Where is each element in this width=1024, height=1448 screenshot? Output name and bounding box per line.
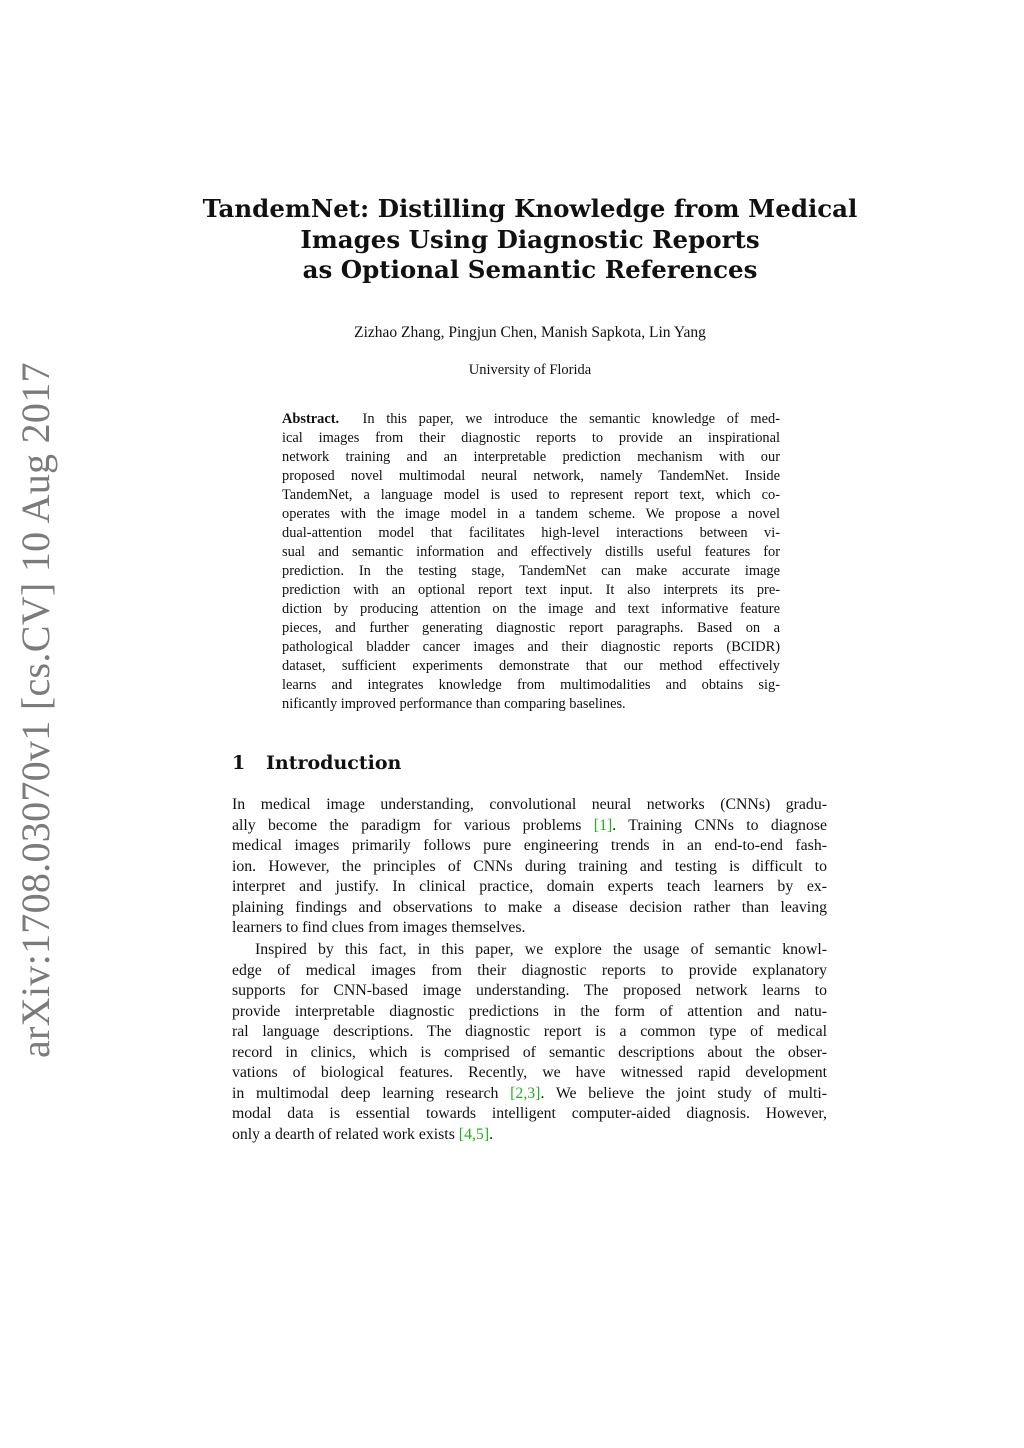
abstract [282, 410, 780, 714]
abstract-line: network training and an interpretable prediction mechanism with our [282, 449, 780, 465]
abstract-line: prediction with an optional report text input. It also interprets its pre- [282, 582, 780, 598]
title-line: TandemNet: Distilling Knowledge from Medical [202, 194, 858, 223]
body-line: medical images primarily follows pure engineering trends in an end-to-end fash- [232, 837, 827, 854]
citation-link-1[interactable]: 1 [599, 816, 607, 834]
body-line: record in clinics, which is comprised of semantic descriptions about the obser- [232, 1043, 827, 1061]
body-line: edge of medical images from their diagnostic reports to provide explanatory [232, 961, 827, 979]
paper-title [200, 194, 860, 286]
abstract-line: dataset, sufficient experiments demonstrate that our method effectively [282, 658, 780, 674]
abstract-line: Abstract. In this paper, we introduce the semantic knowledge of med- [282, 411, 780, 427]
abstract-line: dual-attention model that facilitates high-level interactions between vi- [282, 525, 780, 541]
citation-link-4-5[interactable]: 4,5 [464, 1125, 484, 1143]
title-line: as Optional Semantic References [302, 255, 758, 284]
body-line: learners to find clues from images themselves. [232, 919, 526, 936]
abstract-label: Abstract. [282, 411, 340, 427]
body-line: only a dearth of related work exists [4,5]. [232, 1125, 494, 1143]
body-line: in multimodal deep learning research [2,3]. We believe the joint study of multi- [232, 1084, 828, 1102]
body-line: modal data is essential towards intelligent computer-aided diagnosis. However, [232, 1105, 827, 1122]
body-line: ral language descriptions. The diagnostic report is a common type of medical [232, 1023, 827, 1040]
author-list: Zizhao Zhang, Pingjun Chen, Manish Sapkota, Lin Yang [354, 324, 706, 341]
title-line: Images Using Diagnostic Reports [300, 224, 760, 254]
abstract-line: pieces, and further generating diagnostic report paragraphs. Based on a [282, 620, 780, 636]
abstract-line: proposed novel multimodal neural network, namely TandemNet. Inside [282, 468, 780, 484]
abstract-line: prediction. In the testing stage, TandemNet can make accurate image [282, 563, 780, 579]
section-number: 1 [232, 752, 246, 774]
section-title: Introduction [266, 752, 402, 774]
abstract-line: pathological bladder cancer images and their diagnostic reports (BCIDR) [282, 639, 780, 655]
body-line: Inspired by this fact, in this paper, we explore the usage of semantic knowl- [255, 941, 827, 958]
abstract-line: nificantly improved performance than comparing baselines. [282, 696, 626, 712]
body-line: ion. However, the principles of CNNs during training and testing is difficult to [232, 857, 827, 875]
abstract-line: ical images from their diagnostic reports to provide an inspirational [282, 430, 780, 446]
body-line: supports for CNN-based image understanding. The proposed network learns to [232, 982, 827, 999]
abstract-line: diction by producing attention on the image and text informative feature [282, 601, 780, 617]
abstract-line: TandemNet, a language model is used to represent report text, which co- [282, 487, 780, 503]
citation-link-2-3[interactable]: 2,3 [515, 1084, 536, 1102]
intro-paragraph-1 [232, 795, 827, 939]
body-line: vations of biological features. Recently, we have witnessed rapid development [232, 1064, 827, 1081]
arxiv-identifier-stamp: arXiv:1708.03070v1 [cs.CV] 10 Aug 2017 [13, 362, 58, 1058]
intro-paragraph-2 [232, 940, 827, 1145]
body-line: In medical image understanding, convolutional neural networks (CNNs) gradu- [232, 796, 827, 813]
abstract-line: operates with the image model in a tandem scheme. We propose a novel [282, 506, 780, 522]
affiliation: University of Florida [468, 362, 592, 378]
body-line: interpret and justify. In clinical practice, domain experts teach learners by ex- [232, 878, 827, 895]
abstract-line: learns and integrates knowledge from multimodalities and obtains sig- [282, 677, 780, 693]
body-line: ally become the paradigm for various problems [1]. Training CNNs to diagnose [232, 816, 827, 834]
abstract-line: sual and semantic information and effectively distills useful features for [282, 544, 780, 560]
body-line: provide interpretable diagnostic predictions in the form of attention and natu- [232, 1002, 827, 1020]
body-line: plaining findings and observations to make a disease decision rather than leaving [232, 898, 827, 916]
section-heading-introduction [232, 752, 401, 774]
